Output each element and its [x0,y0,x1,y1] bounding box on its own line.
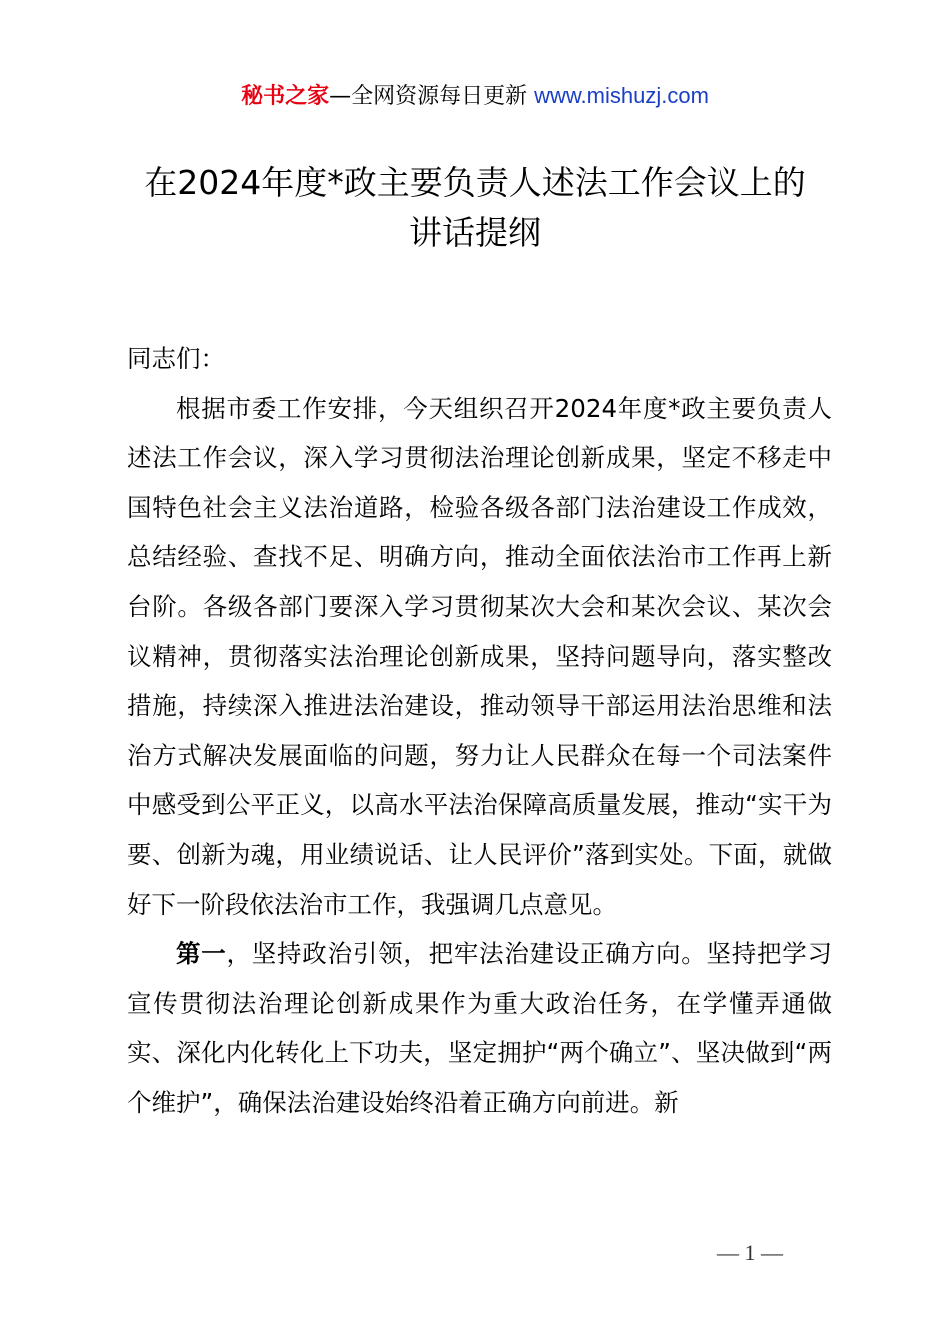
salutation: 同志们： [127,344,225,373]
document-title [100,158,850,258]
paragraph-2-lead: 第一 [176,939,227,969]
website-link[interactable]: www.mishuzj.com [534,83,709,108]
document-body [127,334,832,1128]
paragraph-1: 根据市委工作安排，今天组织召开2024年度*政主要负责人述法工作会议，深入学习贯彻法治理论创新成果，坚定不移走中国特色社会主义法治道路，检验各级各部门法治建设工作成效，总结经验、查找不足、明确方向，推动全面依法治市工作再上新台阶。各级各部门要深入学习贯彻某次大会和某次会议、某次会议精神，贯彻落实法治理论创新成果，坚持问题导向，落实整改措施，持续深入推进法治建设，推动领导干部运用法治思维和法治方式解决发展面临的问题，努力让人民群众在每一个司法案件中感受到公平正义，以高水平法治保障高质量发展，推动“实干为要、创新为魂，用业绩说话、让人民评价”落到实处。下面，就做好下一阶段依法治市工作，我强调几点意见。 [127,393,832,919]
paragraph-2 [127,929,832,1127]
title-line-2: 讲话提纲 [409,213,541,252]
brand-name: 秘书之家 [241,84,330,109]
page-number: — 1 — [717,1240,783,1265]
header-banner [0,80,950,113]
header-tagline: —全网资源每日更新 [329,84,535,109]
paragraph-2-text: ，坚持政治引领，把牢法治建设正确方向。坚持把学习宣传贯彻法治理论创新成果作为重大政治任务，在学懂弄通做实、深化内化转化上下功夫，坚定拥护“两个确立”、坚决做到“两个维护”，确保法治建设始终沿着正确方向前进。新 [127,939,833,1117]
title-line-1: 在2024年度*政主要负责人述法工作会议上的 [144,163,806,202]
